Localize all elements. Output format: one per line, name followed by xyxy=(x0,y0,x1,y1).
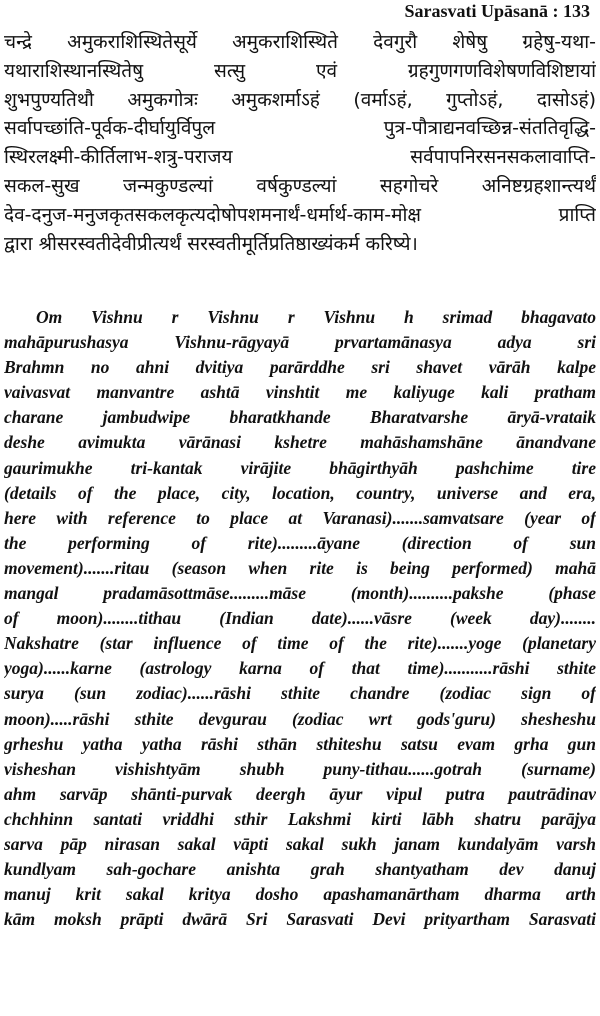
sanskrit-line: यथाराशिस्थानस्थितेषु सत्सु एवं ग्रहगुणगणविशेषणविशिष्टायां xyxy=(4,59,596,82)
sanskrit-line: सकल-सुख जन्मकुण्डल्यां वर्षकुण्डल्यां सहगोचरे अनिष्टग्रहशान्त्यर्थं xyxy=(4,174,596,197)
transliteration-line: Om Vishnu r Vishnu r Vishnu h srimad bhagavato xyxy=(36,307,596,327)
transliteration-line: (details of the place, city, location, country, universe and era, xyxy=(4,482,596,503)
transliteration-line: Brahmn no ahni dvitiya parārddhe sri shavet vārāh kalpe xyxy=(4,357,596,378)
transliteration-line: moon).....rāshi sthite devgurau (zodiac wrt gods'guru) shesheshu xyxy=(4,708,596,729)
transliteration-line: the performing of rite).........āyane (direction of sun xyxy=(4,532,596,553)
transliteration-line: gaurimukhe tri-kantak virājite bhāgirthyāh pashchime tire xyxy=(4,457,596,478)
transliteration-line: grheshu yatha yatha rāshi sthān sthiteshu satsu evam grha gun xyxy=(4,733,596,754)
transliteration-line: sarva pāp nirasan sakal vāpti sakal sukh janam kundalyām varsh xyxy=(4,833,596,854)
transliteration-line: visheshan vishishtyām shubh puny-tithau......gotrah (surname) xyxy=(4,758,596,779)
sanskrit-sankalpa-text xyxy=(4,28,596,258)
transliteration-line: mahāpurushasya Vishnu-rāgyayā prvartamānasya adya sri xyxy=(4,332,596,353)
transliteration-line: movement).......ritau (season when rite is being performed) mahā xyxy=(4,557,596,578)
transliteration-line: chchhinn santati vriddhi sthir Lakshmi kirti lābh shatru parājya xyxy=(4,808,596,829)
sanskrit-line: शुभपुण्यतिथौ अमुकगोत्रः अमुकशर्माऽहं (वर्माऽहं, गुप्तोऽहं, दासोऽहं) xyxy=(4,88,596,111)
transliteration-line: mangal pradamāsottmāse.........māse (month)..........pakshe (phase xyxy=(4,583,596,604)
transliteration-line: kām moksh prāpti dwārā Sri Sarasvati Devi prityartham Sarasvati xyxy=(4,909,596,930)
running-head: Sarasvati Upāsanā : 133 xyxy=(404,1,590,21)
transliteration-line: of moon)........tithau (Indian date)......vāsre (week day)........ xyxy=(4,608,596,629)
sanskrit-line: स्थिरलक्ष्मी-कीर्तिलाभ-शत्रु-पराजय सर्वपापनिरसनसकलावाप्ति- xyxy=(4,146,596,169)
transliteration-line: manuj krit sakal kritya dosho apashamanārtham dharma arth xyxy=(4,884,596,905)
transliteration-line: here with reference to place at Varanasi).......samvatsare (year of xyxy=(4,507,596,528)
transliteration-line: surya (sun zodiac)......rāshi sthite chandre (zodiac sign of xyxy=(4,683,596,704)
sanskrit-line: देव-दनुज-मनुजकृतसकलकृत्यदोषोपशमनार्थं-धर्मार्थ-काम-मोक्ष प्राप्ति xyxy=(4,203,596,226)
transliteration-line: Nakshatre (star influence of time of the rite).......yoge (planetary xyxy=(4,633,596,654)
transliteration-line: vaivasvat manvantre ashtā vinshtit me kaliyuge kali pratham xyxy=(4,382,596,403)
transliteration-line: charane jambudwipe bharatkhande Bharatvarshe āryā-vrataik xyxy=(4,407,596,428)
sanskrit-line: द्वारा श्रीसरस्वतीदेवीप्रीत्यर्थं सरस्वतीमूर्तिप्रतिष्ठाख्यंकर्म करिष्ये। xyxy=(4,232,418,255)
transliteration-line: yoga)......karne (astrology karna of that time)...........rāshi sthite xyxy=(4,658,596,679)
sanskrit-line: चन्द्रे अमुकराशिस्थितेसूर्ये अमुकराशिस्थिते देवगुरौ शेषेषु ग्रहेषु-यथा- xyxy=(4,31,596,53)
transliteration-paragraph xyxy=(4,305,596,932)
transliteration-line: ahm sarvāp shānti-purvak deergh āyur vipul putra pautrādinav xyxy=(4,783,596,804)
transliteration-line: kundlyam sah-gochare anishta grah shantyatham dev danuj xyxy=(4,859,596,880)
sanskrit-line: सर्वापच्छांति-पूर्वक-दीर्घायुर्विपुल पुत्र-पौत्राद्यनवच्छिन्न-संततिवृद्धि- xyxy=(4,117,596,140)
transliteration-line: deshe avimukta vārānasi kshetre mahāshamshāne ānandvane xyxy=(4,432,596,453)
